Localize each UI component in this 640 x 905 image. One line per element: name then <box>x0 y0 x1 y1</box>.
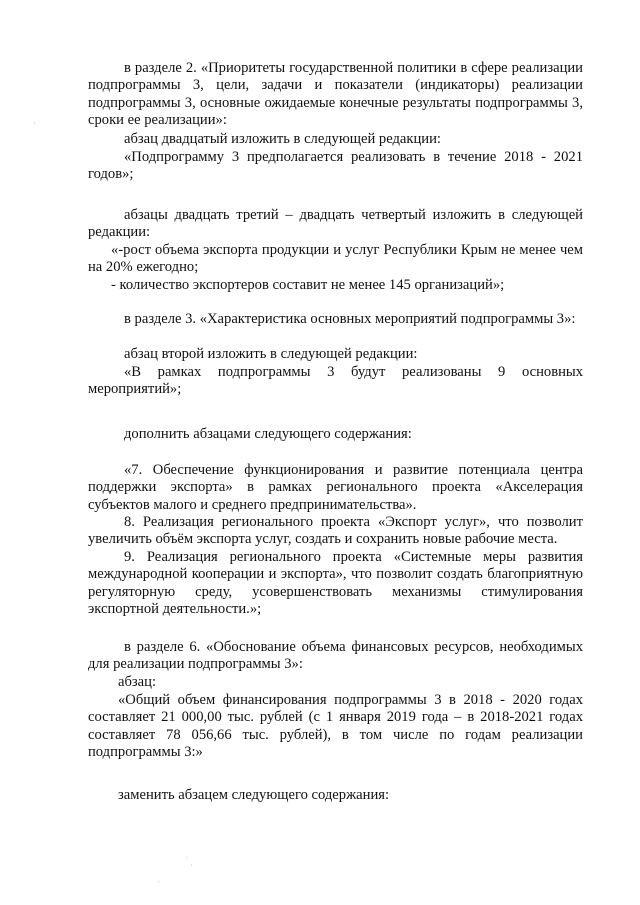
paragraph-abzac-label: абзац: <box>118 674 157 690</box>
paragraph-item-7: «7. Обеспечение функционирования и развитие потенциала центра поддержки экспорта» в рамках регионального проекта «Акселерация субъектов малого и среднего предпринимательства». <box>88 462 583 513</box>
scan-speck: . <box>186 851 188 860</box>
paragraph-section-6: в разделе 6. «Обоснование объема финансовых ресурсов, необходимых для реализации подпрограммы 3»: <box>88 639 583 673</box>
paragraph-abzac-23-24-intro: абзацы двадцать третий – двадцать четвертый изложить в следующей редакции: <box>88 207 583 241</box>
paragraph-abzac-2-intro: абзац второй изложить в следующей редакции: <box>124 346 418 362</box>
scan-speck: · <box>190 861 193 870</box>
paragraph-abzac-20-text: «Подпрограмму 3 предполагается реализовать в течение 2018 - 2021 годов»; <box>88 149 583 183</box>
paragraph-financing-text: «Общий объем финансирования подпрограммы 3 в 2018 - 2020 годах составляет 21 000,00 тыс. рублей (с 1 января 2019 года – в 2018-2021 годах составляет 78 056,66 тыс. рублей), в том числе по годам реализации подпрограммы 3:» <box>88 692 583 761</box>
paragraph-section-2: в разделе 2. «Приоритеты государственной политики в сфере реализации подпрограммы 3, цели, задачи и показатели (индикаторы) реализации подпрограммы 3, основные ожидаемые конечные результаты подпрограммы 3, сроки ее реализации»: <box>88 60 583 129</box>
paragraph-item-8: 8. Реализация регионального проекта «Экспорт услуг», что позволит увеличить объём экспорта услуг, создать и сохранить новые рабочие места. <box>88 514 583 548</box>
paragraph-add-intro: дополнить абзацами следующего содержания: <box>124 426 412 442</box>
paragraph-abzac-20-intro: абзац двадцатый изложить в следующей редакции: <box>124 131 441 147</box>
scan-speck: . <box>158 875 160 884</box>
paragraph-replace-intro: заменить абзацем следующего содержания: <box>118 787 390 803</box>
paragraph-item-9: 9. Реализация регионального проекта «Системные меры развития международной кооперации и экспорта», что позволит создать благоприятную регуляторную среду, усовершенствовать механизмы стимулирования экспортной деятельности.»; <box>88 549 583 618</box>
paragraph-exporters-count: - количество экспортеров составит не менее 145 организаций»; <box>111 277 505 293</box>
paragraph-abzac-2-text: «В рамках подпрограммы 3 будут реализованы 9 основных мероприятий»; <box>88 364 583 398</box>
paragraph-export-growth: «-рост объема экспорта продукции и услуг Республики Крым не менее чем на 20% ежегодно; <box>88 242 583 276</box>
scan-speck: ' <box>34 121 36 130</box>
paragraph-section-3: в разделе 3. «Характеристика основных мероприятий подпрограммы 3»: <box>124 311 576 327</box>
